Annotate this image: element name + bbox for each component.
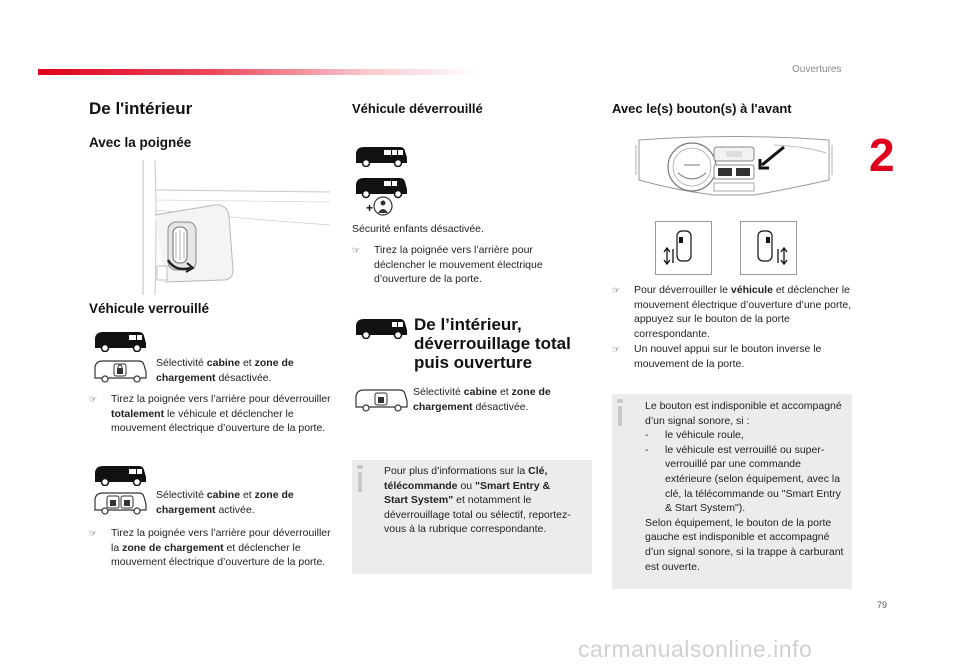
pointing-hand-icon: ☞	[89, 394, 98, 404]
pointing-hand-icon: ☞	[612, 285, 621, 295]
door-handle-illustration	[135, 160, 335, 295]
pointing-hand-icon: ☞	[352, 245, 361, 255]
selectivity-text-3: Sélectivité cabine et zone de chargement désactivée.	[413, 386, 551, 413]
door-button-right-icon	[740, 221, 797, 275]
van-icon-locked-2	[93, 464, 148, 486]
page-number: 79	[877, 600, 888, 610]
section-title: Ouvertures	[792, 64, 842, 75]
van-icon-total-unlock	[354, 317, 409, 339]
column2-title: Véhicule déverrouillé	[352, 101, 483, 116]
child-lock-caption: Sécurité enfants désactivée.	[352, 223, 484, 235]
page-title: De l'intérieur	[89, 99, 193, 118]
info-list-item: - le véhicule roule,	[645, 429, 744, 442]
info-text-button-unavailable: Le bouton est indisponible et accompagné d’un signal sonore, si : - le véhicule roule, - le véhicule est verrouillé ou super-verrouillé par une commande extérieure (selon équipement, avec la clé, la télécommande ou "Smart Entry & Start System"). Selon équipement, le bouton de la porte gauche est indisponible et accompagné d’un signal sonore, si la trappe à carburant est ouverte.	[645, 399, 850, 574]
header-accent-bar	[38, 69, 478, 75]
van-icon-child-lock	[354, 176, 414, 218]
info-icon	[358, 472, 362, 492]
dashboard-illustration	[634, 135, 834, 215]
info-list-item: - le véhicule est verrouillé ou super-verrouillé par une commande extérieure (selon équipement, avec la clé, la télécommande ou "Smart Entry & Start System").	[645, 443, 841, 515]
info-icon	[618, 406, 622, 426]
instruction-bullet-5: ☞ Un nouvel appui sur le bouton inverse le mouvement de la porte.	[612, 343, 822, 370]
instruction-bullet-1: ☞ Tirez la poignée vers l’arrière pour déverrouiller totalement le véhicule et déclencher le mouvement électrique d’ouverture de la porte.	[89, 393, 331, 435]
column3-title: Avec le(s) bouton(s) à l'avant	[612, 101, 792, 116]
pointing-hand-icon: ☞	[89, 528, 98, 538]
subtitle-handle: Avec la poignée	[89, 135, 192, 150]
selectivity-text-2: Sélectivité cabine et zone de chargement activée.	[156, 489, 294, 516]
subtitle-locked: Véhicule verrouillé	[89, 301, 210, 316]
van-outline-padlock-icon-1	[93, 359, 148, 383]
door-button-left-icon	[655, 221, 712, 275]
info-box-smart-entry	[352, 460, 592, 574]
chapter-number: 2	[869, 129, 895, 181]
info-box-button-unavailable	[612, 394, 852, 589]
selectivity-text-1: Sélectivité cabine et zone de chargement désactivée.	[156, 357, 294, 384]
instruction-bullet-3: ☞ Tirez la poignée vers l’arrière pour déclencher le mouvement électrique d’ouverture de la porte.	[352, 244, 543, 286]
watermark: carmanualsonline.info	[578, 636, 813, 662]
van-outline-padlock-icon-2	[93, 491, 148, 515]
info-text-smart-entry: Pour plus d’informations sur la Clé, télécommande ou "Smart Entry & Start System" et notamment le déverrouillage total ou sélectif, reportez-vous à la rubrique correspondante.	[384, 465, 571, 536]
van-icon-locked-1	[93, 330, 148, 352]
van-icon-unlocked	[354, 145, 409, 167]
section-title-total-unlock: De l’intérieur, déverrouillage total puis ouverture	[414, 315, 571, 372]
svg-text:+: +	[366, 201, 374, 215]
instruction-bullet-4: ☞ Pour déverrouiller le véhicule et déclencher le mouvement électrique d’ouverture d’une porte, appuyez sur le bouton de la porte correspondante.	[612, 284, 852, 340]
instruction-bullet-2: ☞ Tirez la poignée vers l’arrière pour déverrouiller la zone de chargement et déclencher le mouvement électrique d’ouverture de la porte.	[89, 527, 331, 569]
pointing-hand-icon: ☞	[612, 344, 621, 354]
van-outline-padlock-icon-3	[354, 388, 409, 412]
